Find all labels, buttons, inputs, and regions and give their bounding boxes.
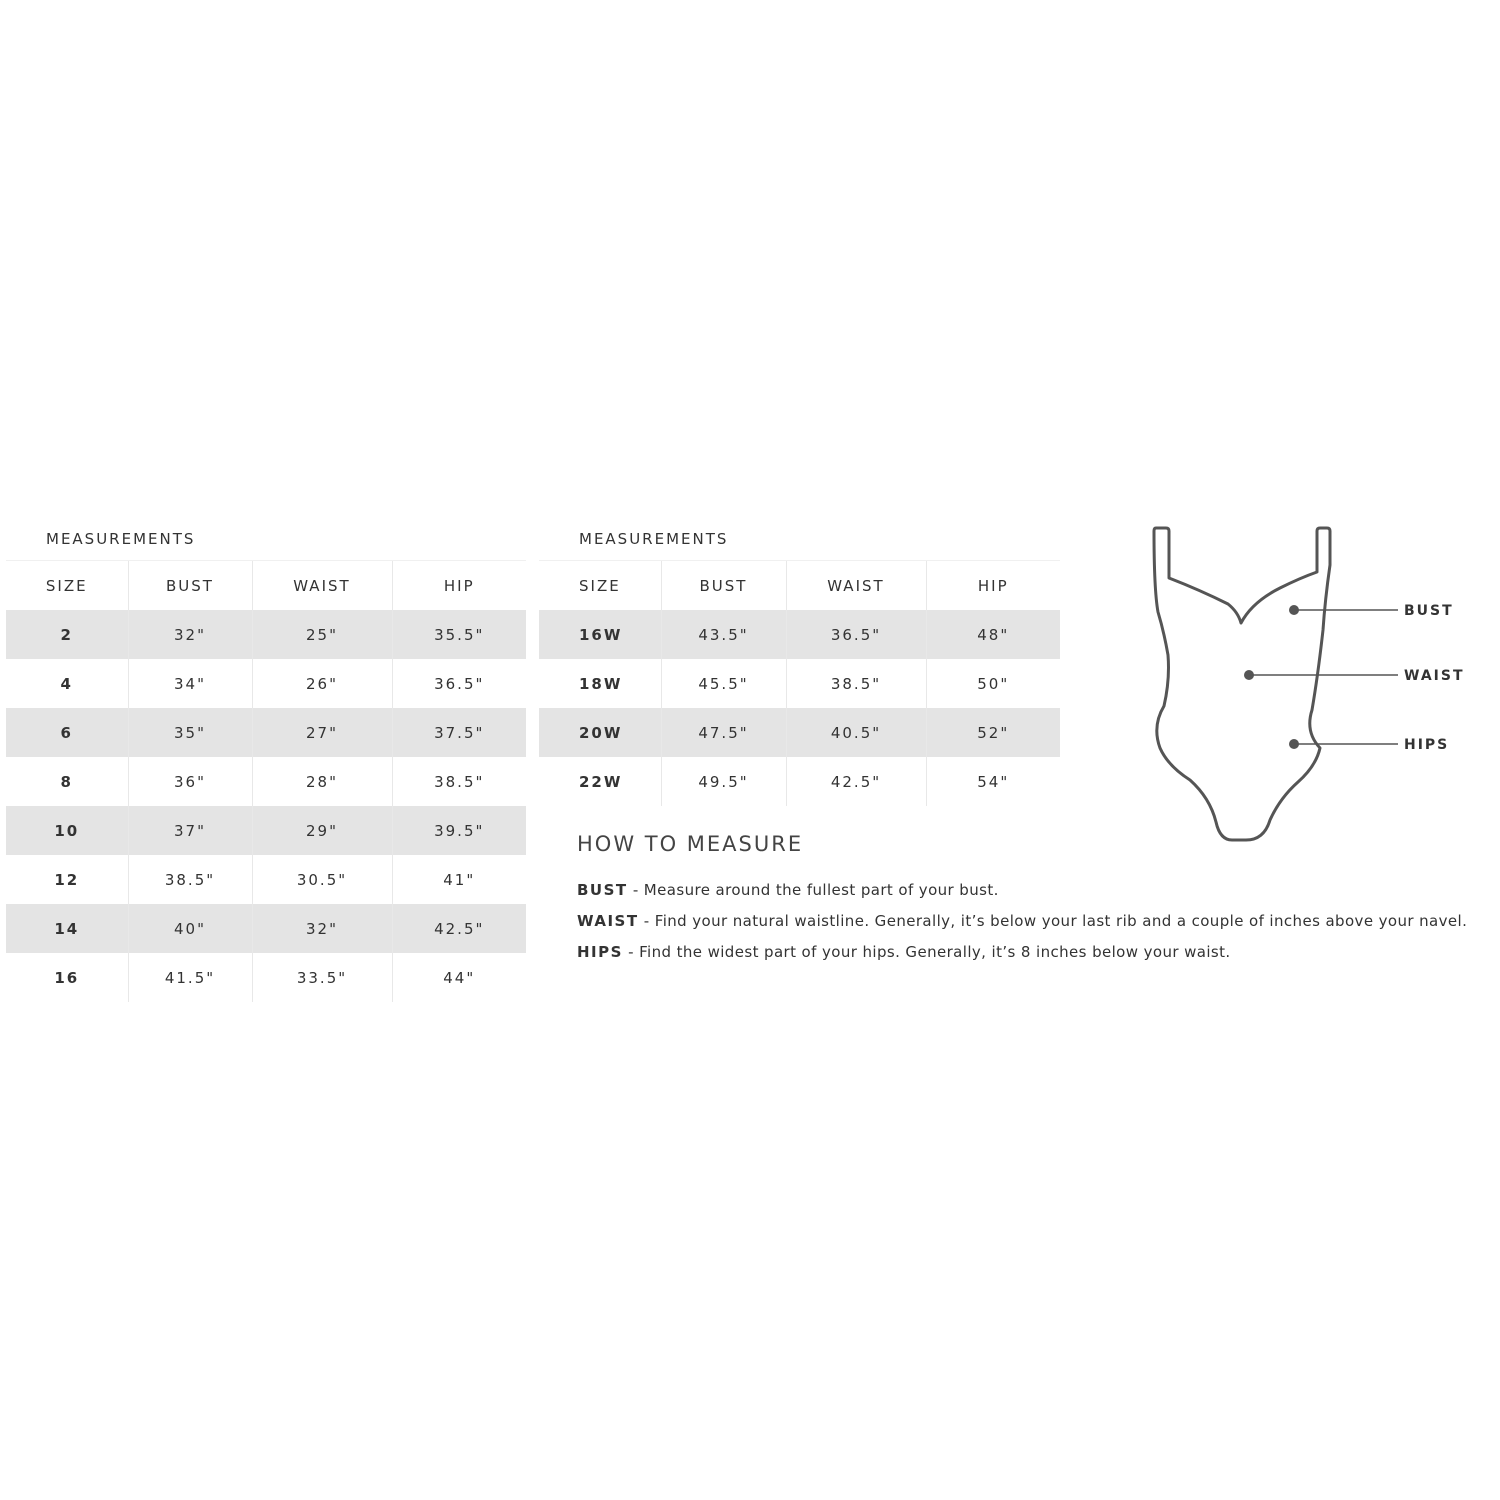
table-row — [6, 806, 526, 855]
hips-label: HIPS — [1404, 737, 1450, 753]
cell-bust: 35" — [128, 708, 252, 757]
waist-label: WAIST — [1404, 668, 1465, 684]
cell-waist: 36.5" — [786, 610, 926, 659]
cell-size: 2 — [6, 610, 128, 659]
cell-hip: 36.5" — [392, 659, 526, 708]
header-hip: HIP — [392, 561, 526, 611]
header-bust: BUST — [661, 561, 786, 611]
instruction-term: BUST — [577, 881, 628, 899]
cell-waist: 25" — [252, 610, 392, 659]
cell-waist: 33.5" — [252, 953, 392, 1002]
cell-bust: 41.5" — [128, 953, 252, 1002]
table-row — [6, 953, 526, 1002]
table-header-row — [539, 561, 1060, 611]
cell-size: 16W — [539, 610, 661, 659]
table-row — [539, 610, 1060, 659]
instruction-bust — [577, 880, 1497, 911]
table-header-row — [6, 561, 526, 611]
cell-hip: 39.5" — [392, 806, 526, 855]
cell-bust: 40" — [128, 904, 252, 953]
cell-waist: 38.5" — [786, 659, 926, 708]
instruction-term: HIPS — [577, 943, 623, 961]
how-to-measure-title: HOW TO MEASURE — [577, 832, 804, 856]
swimsuit-diagram — [1140, 520, 1480, 850]
cell-waist: 30.5" — [252, 855, 392, 904]
table-row — [6, 708, 526, 757]
table-row — [539, 708, 1060, 757]
cell-size: 22W — [579, 772, 623, 791]
cell-waist: 27" — [252, 708, 392, 757]
swimsuit-outline-icon — [1154, 528, 1330, 840]
instruction-text: - Find the widest part of your hips. Generally, it’s 8 inches below your waist. — [622, 943, 1231, 961]
header-waist: WAIST — [252, 561, 392, 611]
cell-waist: 26" — [252, 659, 392, 708]
cell-size: 18W — [579, 674, 623, 693]
table-row — [6, 855, 526, 904]
header-size: SIZE — [6, 561, 128, 611]
table-row — [6, 659, 526, 708]
table-row — [6, 904, 526, 953]
cell-size: 4 — [60, 674, 73, 693]
cell-waist: 28" — [252, 757, 392, 806]
cell-hip: 54" — [926, 757, 1060, 806]
cell-hip: 50" — [926, 659, 1060, 708]
cell-size: 8 — [60, 772, 73, 791]
cell-bust: 49.5" — [661, 757, 786, 806]
cell-waist: 32" — [252, 904, 392, 953]
cell-hip: 52" — [926, 708, 1060, 757]
header-waist: WAIST — [786, 561, 926, 611]
cell-bust: 32" — [128, 610, 252, 659]
cell-size: 20W — [539, 708, 661, 757]
header-size: SIZE — [539, 561, 661, 611]
instruction-text: - Measure around the fullest part of your bust. — [627, 881, 999, 899]
cell-bust: 47.5" — [661, 708, 786, 757]
left-table-caption: MEASUREMENTS — [46, 530, 196, 548]
cell-hip: 44" — [392, 953, 526, 1002]
cell-bust: 36" — [128, 757, 252, 806]
cell-size: 12 — [54, 870, 80, 889]
bust-label: BUST — [1404, 603, 1454, 619]
right-table-caption: MEASUREMENTS — [579, 530, 729, 548]
instruction-text: - Find your natural waistline. Generally, it’s below your last rib and a couple of inches above your navel. — [638, 912, 1468, 930]
cell-bust: 38.5" — [128, 855, 252, 904]
size-chart-plus — [539, 560, 1060, 806]
cell-hip: 42.5" — [392, 904, 526, 953]
table-row — [6, 610, 526, 659]
table-row — [539, 659, 1060, 708]
cell-bust: 45.5" — [661, 659, 786, 708]
cell-hip: 37.5" — [392, 708, 526, 757]
instruction-hips — [577, 942, 1497, 973]
cell-bust: 37" — [128, 806, 252, 855]
instruction-term: WAIST — [577, 912, 639, 930]
cell-size: 16 — [54, 968, 80, 987]
cell-waist: 40.5" — [786, 708, 926, 757]
table-row — [6, 757, 526, 806]
cell-hip: 38.5" — [392, 757, 526, 806]
cell-hip: 41" — [392, 855, 526, 904]
cell-size: 6 — [6, 708, 128, 757]
cell-size: 14 — [6, 904, 128, 953]
cell-size: 10 — [6, 806, 128, 855]
cell-hip: 48" — [926, 610, 1060, 659]
table-row — [539, 757, 1060, 806]
cell-hip: 35.5" — [392, 610, 526, 659]
how-to-measure-list — [577, 880, 1497, 973]
instruction-waist — [577, 911, 1497, 942]
header-bust: BUST — [128, 561, 252, 611]
size-chart-regular — [6, 560, 526, 1002]
cell-bust: 43.5" — [661, 610, 786, 659]
cell-bust: 34" — [128, 659, 252, 708]
cell-waist: 29" — [252, 806, 392, 855]
header-hip: HIP — [926, 561, 1060, 611]
cell-waist: 42.5" — [786, 757, 926, 806]
